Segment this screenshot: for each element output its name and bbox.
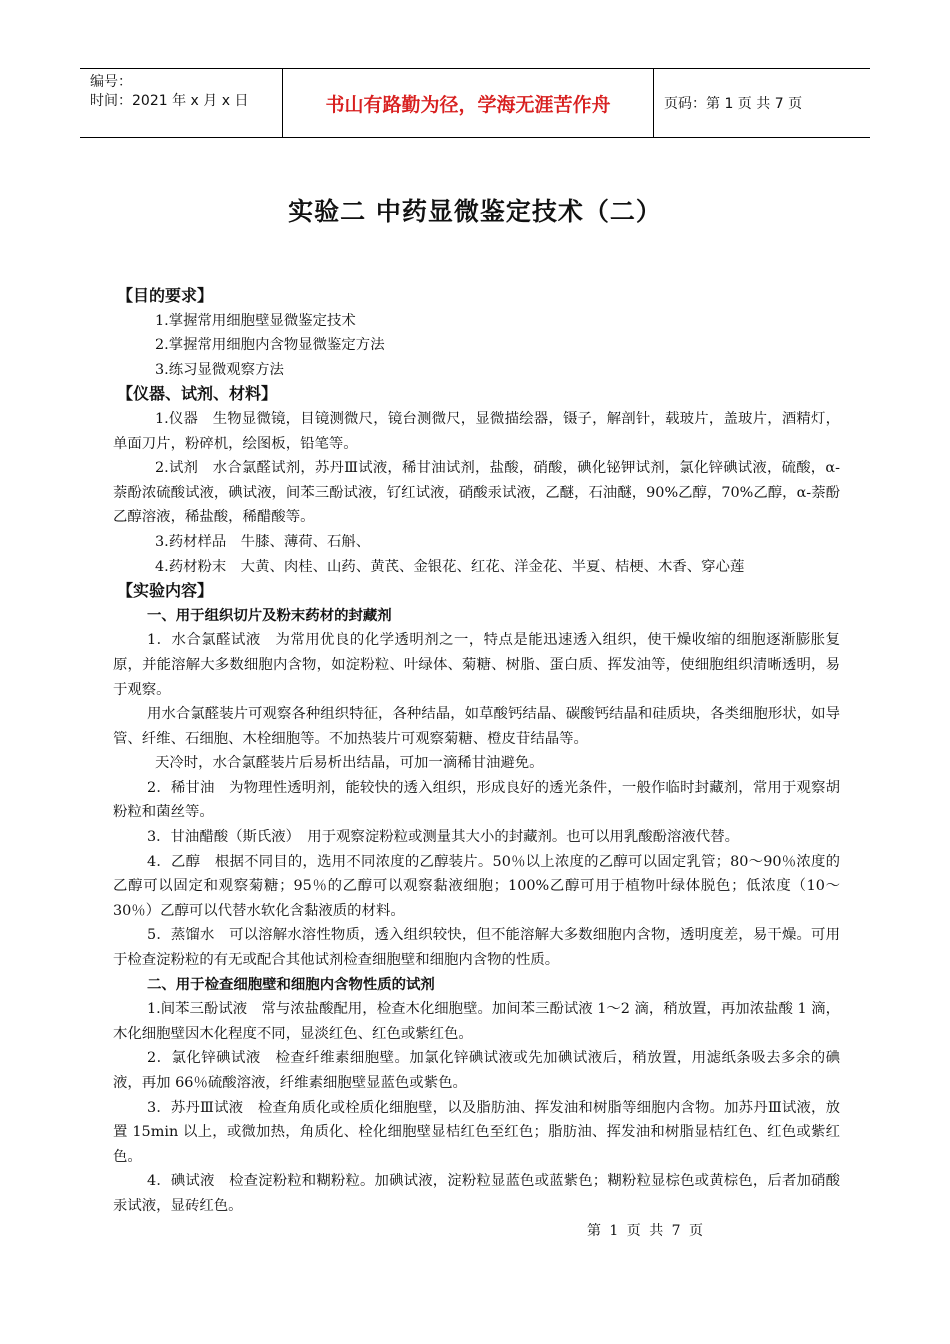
page-footer: 第 1 页 共 7 页 <box>586 1223 704 1239</box>
section-heading-content: 【实验内容】 <box>117 581 214 601</box>
paragraph: 天冷时，水合氯醛装片后易析出结晶，可加一滴稀甘油避免。 <box>155 755 544 772</box>
page-header <box>80 68 870 138</box>
document-date-label: 时间：2021 年 x 月 x 日 <box>90 93 249 109</box>
paragraph: 2．稀甘油 为物理性透明剂，能较快的透入组织，形成良好的透光条件，一般作临时封藏剂，常用于观察胡粉粒和菌丝等。 <box>113 779 840 821</box>
materials-item: 3.药材样品 牛膝、薄荷、石斛、 <box>155 533 371 550</box>
paragraph: 3．甘油醋酸（斯氏液） 用于观察淀粉粒或测量其大小的封藏剂。也可以用乳酸酚溶液代替。 <box>147 829 739 846</box>
paragraph: 5．蒸馏水 可以溶解水溶性物质，透入组织较快，但不能溶解大多数细胞内含物，透明度差，易干燥。可用于检查淀粉粒的有无或配合其他试剂检查细胞壁和细胞内含物的性质。 <box>113 927 840 969</box>
subsection-heading: 二、用于检查细胞壁和细胞内含物性质的试剂 <box>147 976 435 993</box>
paragraph: 1．水合氯醛试液 为常用优良的化学透明剂之一，特点是能迅速透入组织，使干燥收缩的细胞逐渐膨胀复原，并能溶解大多数细胞内含物，如淀粉粒、叶绿体、菊糖、树脂、蛋白质、挥发油等，使细胞组织清晰透明，易于观察。 <box>113 632 840 698</box>
header-page-info: 页码：第 1 页 共 7 页 <box>664 96 803 112</box>
paragraph: 3．苏丹Ⅲ试液 检查角质化或栓质化细胞壁，以及脂肪油、挥发油和树脂等细胞内含物。加苏丹Ⅲ试液，放置 15min 以上，或微加热，角质化、栓化细胞壁显桔红色至红色；脂肪油、挥发油和树脂显桔红色、红色或紫红色。 <box>113 1099 840 1165</box>
purpose-item: 1.掌握常用细胞壁显微鉴定技术 <box>155 312 356 329</box>
paragraph: 4．碘试液 检查淀粉粒和糊粉粒。加碘试液，淀粉粒显蓝色或蓝紫色；糊粉粒显棕色或黄棕色，后者加硝酸汞试液，显砖红色。 <box>113 1173 840 1214</box>
paragraph: 1.间苯三酚试液 常与浓盐酸配用，检查木化细胞壁。加间苯三酚试液 1～2 滴，稍放置，再加浓盐酸 1 滴，木化细胞壁因木化程度不同，显淡红色、红色或紫红色。 <box>113 1001 840 1042</box>
paragraph: 2．氯化锌碘试液 检查纤维素细胞壁。加氯化锌碘试液或先加碘试液后，稍放置，用滤纸条吸去多余的碘液，再加 66％硫酸溶液，纤维素细胞壁显蓝色或紫色。 <box>113 1050 840 1091</box>
materials-item: 1.仪器 生物显微镜，目镜测微尺，镜台测微尺，显微描绘器，镊子，解剖针，载玻片，盖玻片，酒精灯，单面刀片，粉碎机，绘图板，铅笔等。 <box>113 410 840 452</box>
page-title: 实验二 中药显微鉴定技术（二） <box>288 197 662 226</box>
header-left <box>90 73 280 111</box>
header-motto: 书山有路勤为径，学海无涯苦作舟 <box>325 93 611 116</box>
section-heading-materials: 【仪器、试剂、材料】 <box>117 384 278 404</box>
header-motto-cell <box>282 69 654 137</box>
purpose-item: 2.掌握常用细胞内含物显微鉴定方法 <box>155 337 385 354</box>
materials-item: 2.试剂 水合氯醛试剂，苏丹Ⅲ试液，稀甘油试剂，盐酸，硝酸，碘化铋钾试剂，氯化锌碘试液，硫酸，α-萘酚浓硫酸试液，碘试液，间苯三酚试液，钌红试液，硝酸汞试液，乙醚，石油醚，90%乙醇，70%乙醇，α-萘酚乙醇溶液，稀盐酸，稀醋酸等。 <box>113 460 840 526</box>
subsection-heading: 一、用于组织切片及粉末药材的封藏剂 <box>147 607 392 624</box>
document-body <box>113 284 840 1219</box>
materials-item: 4.药材粉末 大黄、肉桂、山药、黄芪、金银花、红花、洋金花、半夏、桔梗、木香、穿心莲 <box>155 558 745 575</box>
document-number-label: 编号： <box>90 74 132 90</box>
purpose-item: 3.练习显微观察方法 <box>155 361 284 378</box>
paragraph: 4．乙醇 根据不同目的，选用不同浓度的乙醇装片。50％以上浓度的乙醇可以固定乳管；80～90％浓度的乙醇可以固定和观察菊糖；95％的乙醇可以观察黏液细胞；100%乙醇可用于植物叶绿体脱色；低浓度（10～30％）乙醇可以代替水软化含黏液质的材料。 <box>113 853 840 919</box>
section-heading-purpose: 【目的要求】 <box>117 286 214 305</box>
paragraph: 用水合氯醛装片可观察各种组织特征，各种结晶，如草酸钙结晶、碳酸钙结晶和硅质块，各类细胞形状，如导管、纤维、石细胞、木栓细胞等。不加热装片可观察菊糖、橙皮苷结晶等。 <box>113 706 840 747</box>
